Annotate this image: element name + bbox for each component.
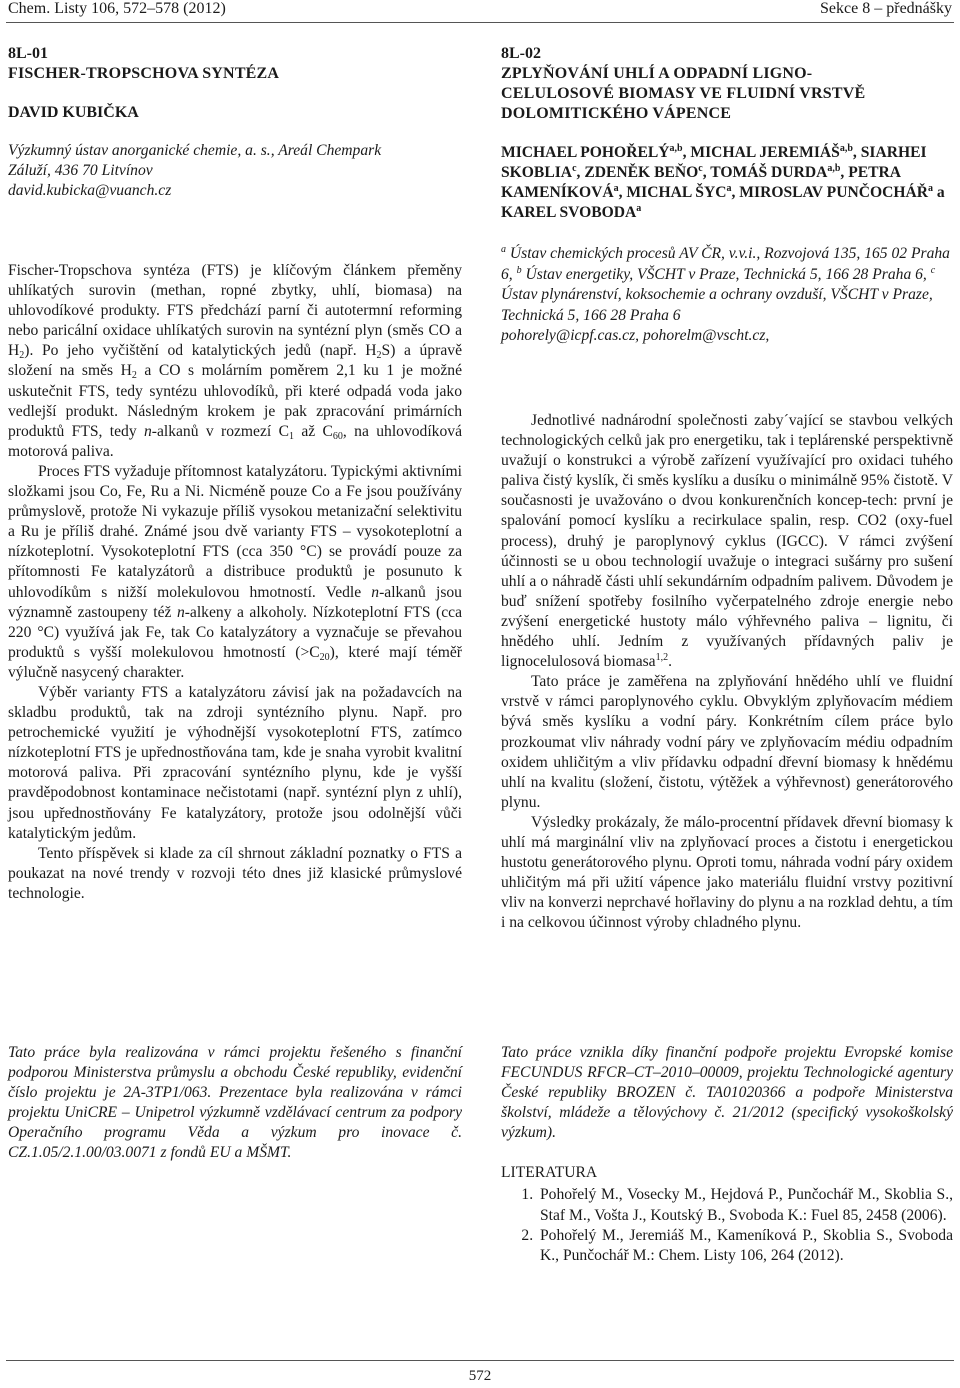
- author-name: TOMÁŠ DURDA: [710, 164, 828, 181]
- author-name: SIARHEI SKOBLIA: [501, 144, 927, 181]
- right-paragraph-1: Jednotlivé nadnárodní společnosti zaby´vající se stavbou velkých technologických celků jak pro energetiku, tak i teplárenské perspektivně uvažují o konstrukci a výrobě zařízení využívající pro oxidaci tuhého paliva čistý kyslík, či směs kyslíku a dusíku o minimálně 95% čistotě. V současnosti je uvažováno o dvou konkurenčních koncep-tech: první je spalování pomocí kyslíku a recirkulace spalin, resp. CO2 (oxy-fuel process), druhý je paroplynový cyklus (IGCC). V rámci zvýšení účinnosti se u obou technologií uvažuje o integraci sušárny pro sušení uhlí a o náhradě části uhlí sekundárním odpadním palivem. Důvodem je buď snížení spotřeby fosilního vyčerpatelného zdroje energie nebo zvýšení energetické hustoty málo výhřevného paliva – lignitu, či hnědého uhlí. Jedním z využívaných přídavných paliv je lignocelulosová biomasa$^{1,2}$.: [501, 412, 953, 671]
- right-article-body: [501, 411, 953, 933]
- section-label: Sekce 8 – přednášky: [820, 0, 952, 17]
- right-article-header: [501, 44, 953, 347]
- author-affiliation-mark: a: [726, 183, 732, 194]
- right-article-title-line2: CELULOSOVÉ BIOMASY VE FLUIDNÍ VRSTVĚ: [501, 85, 866, 102]
- reference-item: 2. Pohořelý M., Jeremiáš M., Kameníková P., Skoblia S., Svoboda K., Punčochář M.: Chem. Listy 106, 264 (2012).: [537, 1226, 953, 1266]
- page-header: [0, 0, 960, 22]
- left-author: DAVID KUBIČKA: [8, 104, 139, 121]
- left-article-header: [8, 44, 462, 201]
- right-acknowledgement: Tato práce vznikla díky finanční podpoře projektu Evropské komise FECUNDUS RFCR–CT–2010–00009, projektu Technologické agentury České republiky BROZEN č. TA01020366 a podpoře Ministerstva školství, mládeže a tělovýchovy č. 21/2012 (specifický vysokoškolský výzkum).: [501, 1044, 953, 1142]
- left-article-code: 8L-01: [8, 45, 48, 62]
- page-number: 572: [468, 1368, 492, 1384]
- reference-list: [501, 1185, 953, 1265]
- right-article-title-line3: DOLOMITICKÉHO VÁPENCE: [501, 105, 732, 122]
- right-email[interactable]: pohorely@icpf.cas.cz, pohorelm@vscht.cz,: [501, 327, 770, 344]
- author-affiliation-mark: c: [698, 163, 703, 174]
- right-paragraph-3: Výsledky prokázaly, že málo-procentní přídavek dřevní biomasy k uhlí má marginální vliv na zplyňovací proces a čistotu i energetickou hustotu generátorového plynu. Oproti tomu, náhrada vodní páry oxidem uhličitým má při užití vápence jako materiálu fluidní vrstvy pozitivní vliv na konverzi neprchavé hořlaviny do plynu a na rozklad dehtu, a tím i na celkovou účinnost výroby chladného plynu.: [501, 813, 953, 932]
- author-affiliation-mark: a: [928, 183, 934, 194]
- author-affiliation-mark: a: [613, 183, 619, 194]
- author-name: MIROSLAV PUNČOCHÁŘ: [739, 184, 929, 201]
- author-name: KAREL SVOBODA: [501, 204, 637, 221]
- author-affiliation-mark: a,b: [839, 143, 853, 154]
- author-affiliation-mark: c: [572, 163, 577, 174]
- author-name: PETRA KAMENÍKOVÁ: [501, 164, 901, 201]
- author-name: MICHAL JEREMIÁŠ: [690, 144, 840, 161]
- reference-item: 1. Pohořelý M., Vosecky M., Hejdová P., Punčochář M., Skoblia S., Staf M., Vošta J., Koutský B., Svoboda K.: Fuel 85, 2458 (2006).: [537, 1185, 953, 1225]
- footer-rule: [6, 1360, 954, 1361]
- right-affiliations: $^a$ Ústav chemických procesů AV ČR, v.v.i., Rozvojová 135, 165 02 Praha 6, $^b$ Ústav energetiky, VŠCHT v Praze, Technická 5, 166 28 Praha 6, $^c$ Ústav plynárenství, koksochemie a ochrany ovzduší, VŠCHT v Praze, Technická 5, 166 28 Praha 6: [501, 244, 950, 324]
- author-name: MICHAL ŠYC: [626, 184, 727, 201]
- right-ack-and-references: [501, 1043, 953, 1266]
- left-article-title: FISCHER-TROPSCHOVA SYNTÉZA: [8, 65, 280, 82]
- right-author-list: MICHAEL POHOŘELÝ$^{a,b}$, MICHAL JEREMIÁŠ$^{a,b}$, SIARHEI SKOBLIA$^c$, ZDENĚK BEŇO$^c$, TOMÁŠ DURDA$^{a,b}$, PETRA KAMENÍKOVÁ$^a$, MICHAL ŠYC$^a$, MIROSLAV PUNČOCHÁŘ$^a$ a KAREL SVOBODA$^a$: [501, 143, 945, 221]
- right-article-title-line1: ZPLYŇOVÁNÍ UHLÍ A ODPADNÍ LIGNO-: [501, 65, 813, 82]
- left-article-body: [8, 261, 462, 904]
- right-article-code: 8L-02: [501, 45, 541, 62]
- left-paragraph-4: Tento příspěvek si klade za cíl shrnout základní poznatky o FTS a poukazat na nové trendy v rozvoji této dnes již klasické průmyslové technologie.: [8, 844, 462, 902]
- left-paragraph-3: Výběr varianty FTS a katalyzátoru závisí jak na požadavcích na skladbu produktů, tak na zdroji syntézního plynu. Např. pro petrochemické využití je výhodnější vysokoteplotní FTS, zatímco nízkoteplotní FTS je upřednostňována tam, kde je snaha vyrobit kvalitní motorová paliva. Při zpracování syntézního plynu, kde je vyšší pravděpodobnost kontaminace nečistotami (např. syntézní plyn z uhlí), jsou upřednostňovány Fe katalyzátory, protože jsou odolnější vůči katalytickým jedům.: [8, 683, 462, 842]
- references-heading: LITERATURA: [501, 1164, 598, 1182]
- journal-citation: Chem. Listy 106, 572–578 (2012): [8, 0, 226, 17]
- header-rule: [6, 22, 954, 23]
- author-name: ZDENĚK BEŇO: [584, 164, 699, 181]
- left-acknowledgement: Tato práce byla realizována v rámci projektu řešeného s finanční podporou Ministerstva průmyslu a obchodu České republiky, evidenční číslo projektu je 2A-3TP1/063. Prezentace byla realizována v rámci projektu UniCRE – Unipetrol výzkumně vzdělávací centrum za podpory Operačního programu Věda a výzkum pro inovace č. CZ.1.05/2.1.00/03.0071 z fondů EU a MŠMT.: [8, 1044, 462, 1162]
- left-affiliation-line1: Výzkumný ústav anorganické chemie, a. s., Areál Chempark: [8, 142, 382, 159]
- author-affiliation-mark: a,b: [827, 163, 841, 174]
- left-affiliation-line2: Záluží, 436 70 Litvínov: [8, 162, 153, 179]
- author-affiliation-mark: a,b: [669, 143, 683, 154]
- left-paragraph-1: Fischer-Tropschova syntéza (FTS) je klíčovým článkem přeměny uhlíkatých surovin (methan, ropné zbytky, uhlí, biomasa) na uhlovodíkové produkty. FTS předchází parní či autotermní reforming nebo paricální oxidace uhlíkatých surovin na syntézní plyn (směs CO a $H_2$). Po jeho vyčištění od katalytických jedů (např. $H_2S$) a úpravě složení na směs $H_2$ a CO s molárním poměrem 2,1 ku 1 je možné uskutečnit FTS, tedy syntézu uhlovodíků, při které odpadá voda jako vedlejší produkt. Následným krokem je pak zpracování primárních produktů FTS, tedy n-alkanů v rozmezí $C_1$ až $C_{60}$, na uhlovodíková motorová paliva.: [8, 262, 462, 460]
- author-name: MICHAEL POHOŘELÝ: [501, 144, 670, 161]
- author-affiliation-mark: a: [636, 203, 642, 214]
- left-paragraph-2: Proces FTS vyžaduje přítomnost katalyzátoru. Typickými aktivními složkami jsou Co, Fe, Ru a Ni. Nicméně pouze Co a Fe jsou používány průmyslově, protože Ni vykazuje příliš vysokou metanizační selektivitu a Ru je příliš drahé. Známé jsou dvě varianty FTS – vysokoteplotní a nízkoteplotní. Vysokoteplotní FTS (cca 350 °C) se provádí pouze za přítomnosti Fe katalyzátorů a distribuce produktů je posunuto k uhlovodíkům s nižší molekulovou hmotností. Vedle n-alkanů jsou významně zastoupeny též n-alkeny a alkoholy. Nízkoteplotní FTS (cca 220 °C) využívá jak Fe, tak Co katalyzátory a vyznačuje se převahou produktů s vyšší molekulovou hmotností $(>C_{20})$, které mají téměř výlučně nasycený charakter.: [8, 462, 462, 681]
- left-email[interactable]: david.kubicka@vuanch.cz: [8, 182, 172, 199]
- right-paragraph-2: Tato práce je zaměřena na zplyňování hnědého uhlí ve fluidní vrstvě v rámci paroplynového cyklu. Obvyklým zplyňovacím médiem bývá směs kyslíku a vodní páry. Konkrétním cílem práce bylo prozkoumat vliv náhrady vodní páry ve zplyňovacím médiu odpadním oxidem uhličitým a vliv přídavku odpadní dřevní biomasy k hnědému uhlí na kvalitu (složení, čistotu, výtěžek a výhřevnost) generátorového plynu.: [501, 673, 953, 811]
